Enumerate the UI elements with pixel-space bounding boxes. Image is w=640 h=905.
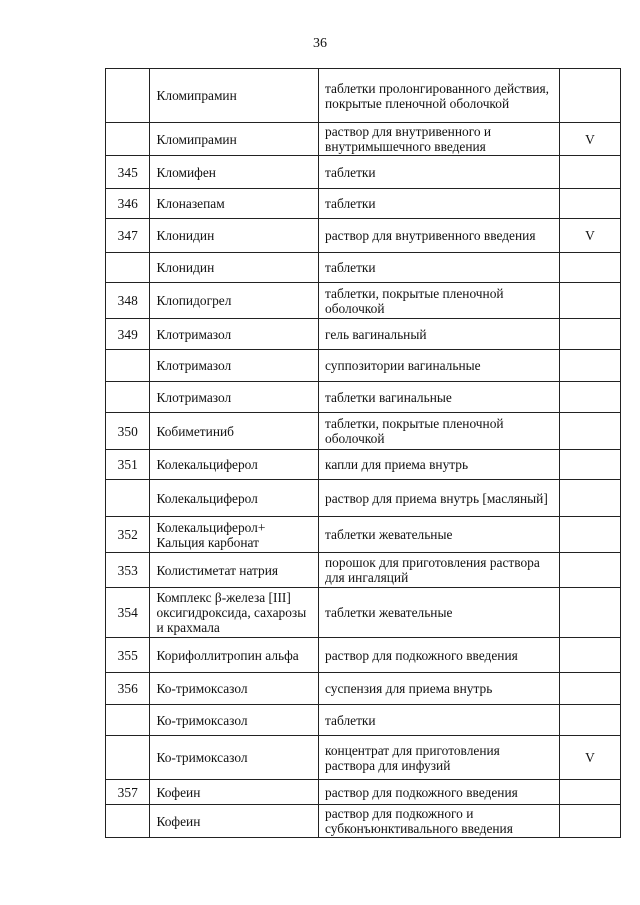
table-row bbox=[106, 283, 621, 319]
table-row bbox=[106, 588, 621, 638]
drug-number-cell: 351 bbox=[106, 450, 150, 480]
drug-form-cell: таблетки bbox=[319, 189, 560, 219]
drug-form-cell: раствор для внутривенного и внутримышечного введения bbox=[319, 123, 560, 156]
drug-number-cell: 352 bbox=[106, 517, 150, 553]
drug-flag-cell: V bbox=[559, 219, 620, 253]
drug-flag-cell bbox=[559, 553, 620, 588]
drug-number-cell: 348 bbox=[106, 283, 150, 319]
drug-flag-cell bbox=[559, 319, 620, 350]
table-row bbox=[106, 553, 621, 588]
drug-name-cell: Ко-тримоксазол bbox=[150, 705, 319, 736]
drug-form-cell: таблетки bbox=[319, 156, 560, 189]
drug-table bbox=[105, 68, 621, 838]
drug-form-cell: суппозитории вагинальные bbox=[319, 350, 560, 382]
drug-number-cell bbox=[106, 69, 150, 123]
drug-flag-cell bbox=[559, 673, 620, 705]
drug-form-cell: таблетки, покрытые пленочной оболочкой bbox=[319, 283, 560, 319]
drug-name-cell: Кломипрамин bbox=[150, 123, 319, 156]
drug-name-cell: Корифоллитропин альфа bbox=[150, 638, 319, 673]
drug-form-cell: таблетки вагинальные bbox=[319, 382, 560, 413]
drug-name-cell: Клонидин bbox=[150, 253, 319, 283]
drug-name-cell: Ко-тримоксазол bbox=[150, 736, 319, 780]
drug-name-cell: Колекальциферол bbox=[150, 480, 319, 517]
drug-form-cell: таблетки, покрытые пленочной оболочкой bbox=[319, 413, 560, 450]
table-row bbox=[106, 517, 621, 553]
drug-name-cell: Кломифен bbox=[150, 156, 319, 189]
drug-form-cell: таблетки жевательные bbox=[319, 588, 560, 638]
drug-name-cell: Колекальциферол bbox=[150, 450, 319, 480]
table-row bbox=[106, 450, 621, 480]
drug-form-cell: раствор для внутривенного введения bbox=[319, 219, 560, 253]
drug-form-cell: порошок для приготовления раствора для ингаляций bbox=[319, 553, 560, 588]
drug-form-cell: таблетки жевательные bbox=[319, 517, 560, 553]
drug-table-body bbox=[106, 69, 621, 838]
drug-name-cell: Кобиметиниб bbox=[150, 413, 319, 450]
table-row bbox=[106, 69, 621, 123]
table-row bbox=[106, 123, 621, 156]
drug-flag-cell bbox=[559, 480, 620, 517]
drug-form-cell: капли для приема внутрь bbox=[319, 450, 560, 480]
drug-flag-cell bbox=[559, 253, 620, 283]
drug-name-cell: Кофеин bbox=[150, 805, 319, 838]
drug-flag-cell bbox=[559, 382, 620, 413]
table-row bbox=[106, 673, 621, 705]
table-row bbox=[106, 705, 621, 736]
drug-form-cell: раствор для приема внутрь [масляный] bbox=[319, 480, 560, 517]
drug-flag-cell bbox=[559, 413, 620, 450]
drug-number-cell bbox=[106, 382, 150, 413]
drug-number-cell bbox=[106, 705, 150, 736]
table-row bbox=[106, 413, 621, 450]
drug-form-cell: таблетки bbox=[319, 253, 560, 283]
drug-number-cell bbox=[106, 805, 150, 838]
drug-name-cell: Клопидогрел bbox=[150, 283, 319, 319]
drug-name-cell: Колистиметат натрия bbox=[150, 553, 319, 588]
drug-name-cell: Комплекс β-железа [III] оксигидроксида, сахарозы и крахмала bbox=[150, 588, 319, 638]
table-row bbox=[106, 805, 621, 838]
drug-form-cell: раствор для подкожного введения bbox=[319, 638, 560, 673]
drug-flag-cell bbox=[559, 156, 620, 189]
drug-form-cell: раствор для подкожного введения bbox=[319, 780, 560, 805]
drug-number-cell bbox=[106, 253, 150, 283]
drug-number-cell: 357 bbox=[106, 780, 150, 805]
drug-flag-cell bbox=[559, 705, 620, 736]
drug-flag-cell bbox=[559, 350, 620, 382]
drug-flag-cell bbox=[559, 283, 620, 319]
drug-form-cell: таблетки bbox=[319, 705, 560, 736]
drug-flag-cell: V bbox=[559, 123, 620, 156]
drug-number-cell bbox=[106, 736, 150, 780]
drug-form-cell: суспензия для приема внутрь bbox=[319, 673, 560, 705]
drug-flag-cell bbox=[559, 638, 620, 673]
drug-flag-cell bbox=[559, 69, 620, 123]
table-row bbox=[106, 638, 621, 673]
drug-number-cell: 345 bbox=[106, 156, 150, 189]
drug-name-cell: Колекальциферол+ Кальция карбонат bbox=[150, 517, 319, 553]
drug-flag-cell: V bbox=[559, 736, 620, 780]
table-row bbox=[106, 219, 621, 253]
drug-form-cell: таблетки пролонгированного действия, покрытые пленочной оболочкой bbox=[319, 69, 560, 123]
drug-number-cell: 350 bbox=[106, 413, 150, 450]
table-row bbox=[106, 780, 621, 805]
drug-name-cell: Клоназепам bbox=[150, 189, 319, 219]
drug-flag-cell bbox=[559, 805, 620, 838]
drug-number-cell: 346 bbox=[106, 189, 150, 219]
drug-number-cell: 354 bbox=[106, 588, 150, 638]
table-row bbox=[106, 350, 621, 382]
drug-flag-cell bbox=[559, 189, 620, 219]
drug-flag-cell bbox=[559, 780, 620, 805]
drug-flag-cell bbox=[559, 517, 620, 553]
drug-name-cell: Ко-тримоксазол bbox=[150, 673, 319, 705]
table-row bbox=[106, 382, 621, 413]
drug-number-cell: 349 bbox=[106, 319, 150, 350]
drug-form-cell: концентрат для приготовления раствора для инфузий bbox=[319, 736, 560, 780]
page-number: 36 bbox=[313, 36, 327, 51]
drug-number-cell: 356 bbox=[106, 673, 150, 705]
drug-form-cell: гель вагинальный bbox=[319, 319, 560, 350]
table-row bbox=[106, 253, 621, 283]
drug-name-cell: Кофеин bbox=[150, 780, 319, 805]
drug-name-cell: Клонидин bbox=[150, 219, 319, 253]
drug-number-cell bbox=[106, 123, 150, 156]
drug-number-cell bbox=[106, 350, 150, 382]
drug-name-cell: Клотримазол bbox=[150, 319, 319, 350]
table-row bbox=[106, 156, 621, 189]
table-row bbox=[106, 189, 621, 219]
drug-name-cell: Клотримазол bbox=[150, 350, 319, 382]
drug-flag-cell bbox=[559, 450, 620, 480]
drug-number-cell: 353 bbox=[106, 553, 150, 588]
drug-name-cell: Клотримазол bbox=[150, 382, 319, 413]
drug-number-cell: 355 bbox=[106, 638, 150, 673]
drug-number-cell bbox=[106, 480, 150, 517]
table-row bbox=[106, 480, 621, 517]
table-row bbox=[106, 319, 621, 350]
table-row bbox=[106, 736, 621, 780]
drug-name-cell: Кломипрамин bbox=[150, 69, 319, 123]
drug-form-cell: раствор для подкожного и субконъюнктивального введения bbox=[319, 805, 560, 838]
drug-flag-cell bbox=[559, 588, 620, 638]
drug-number-cell: 347 bbox=[106, 219, 150, 253]
